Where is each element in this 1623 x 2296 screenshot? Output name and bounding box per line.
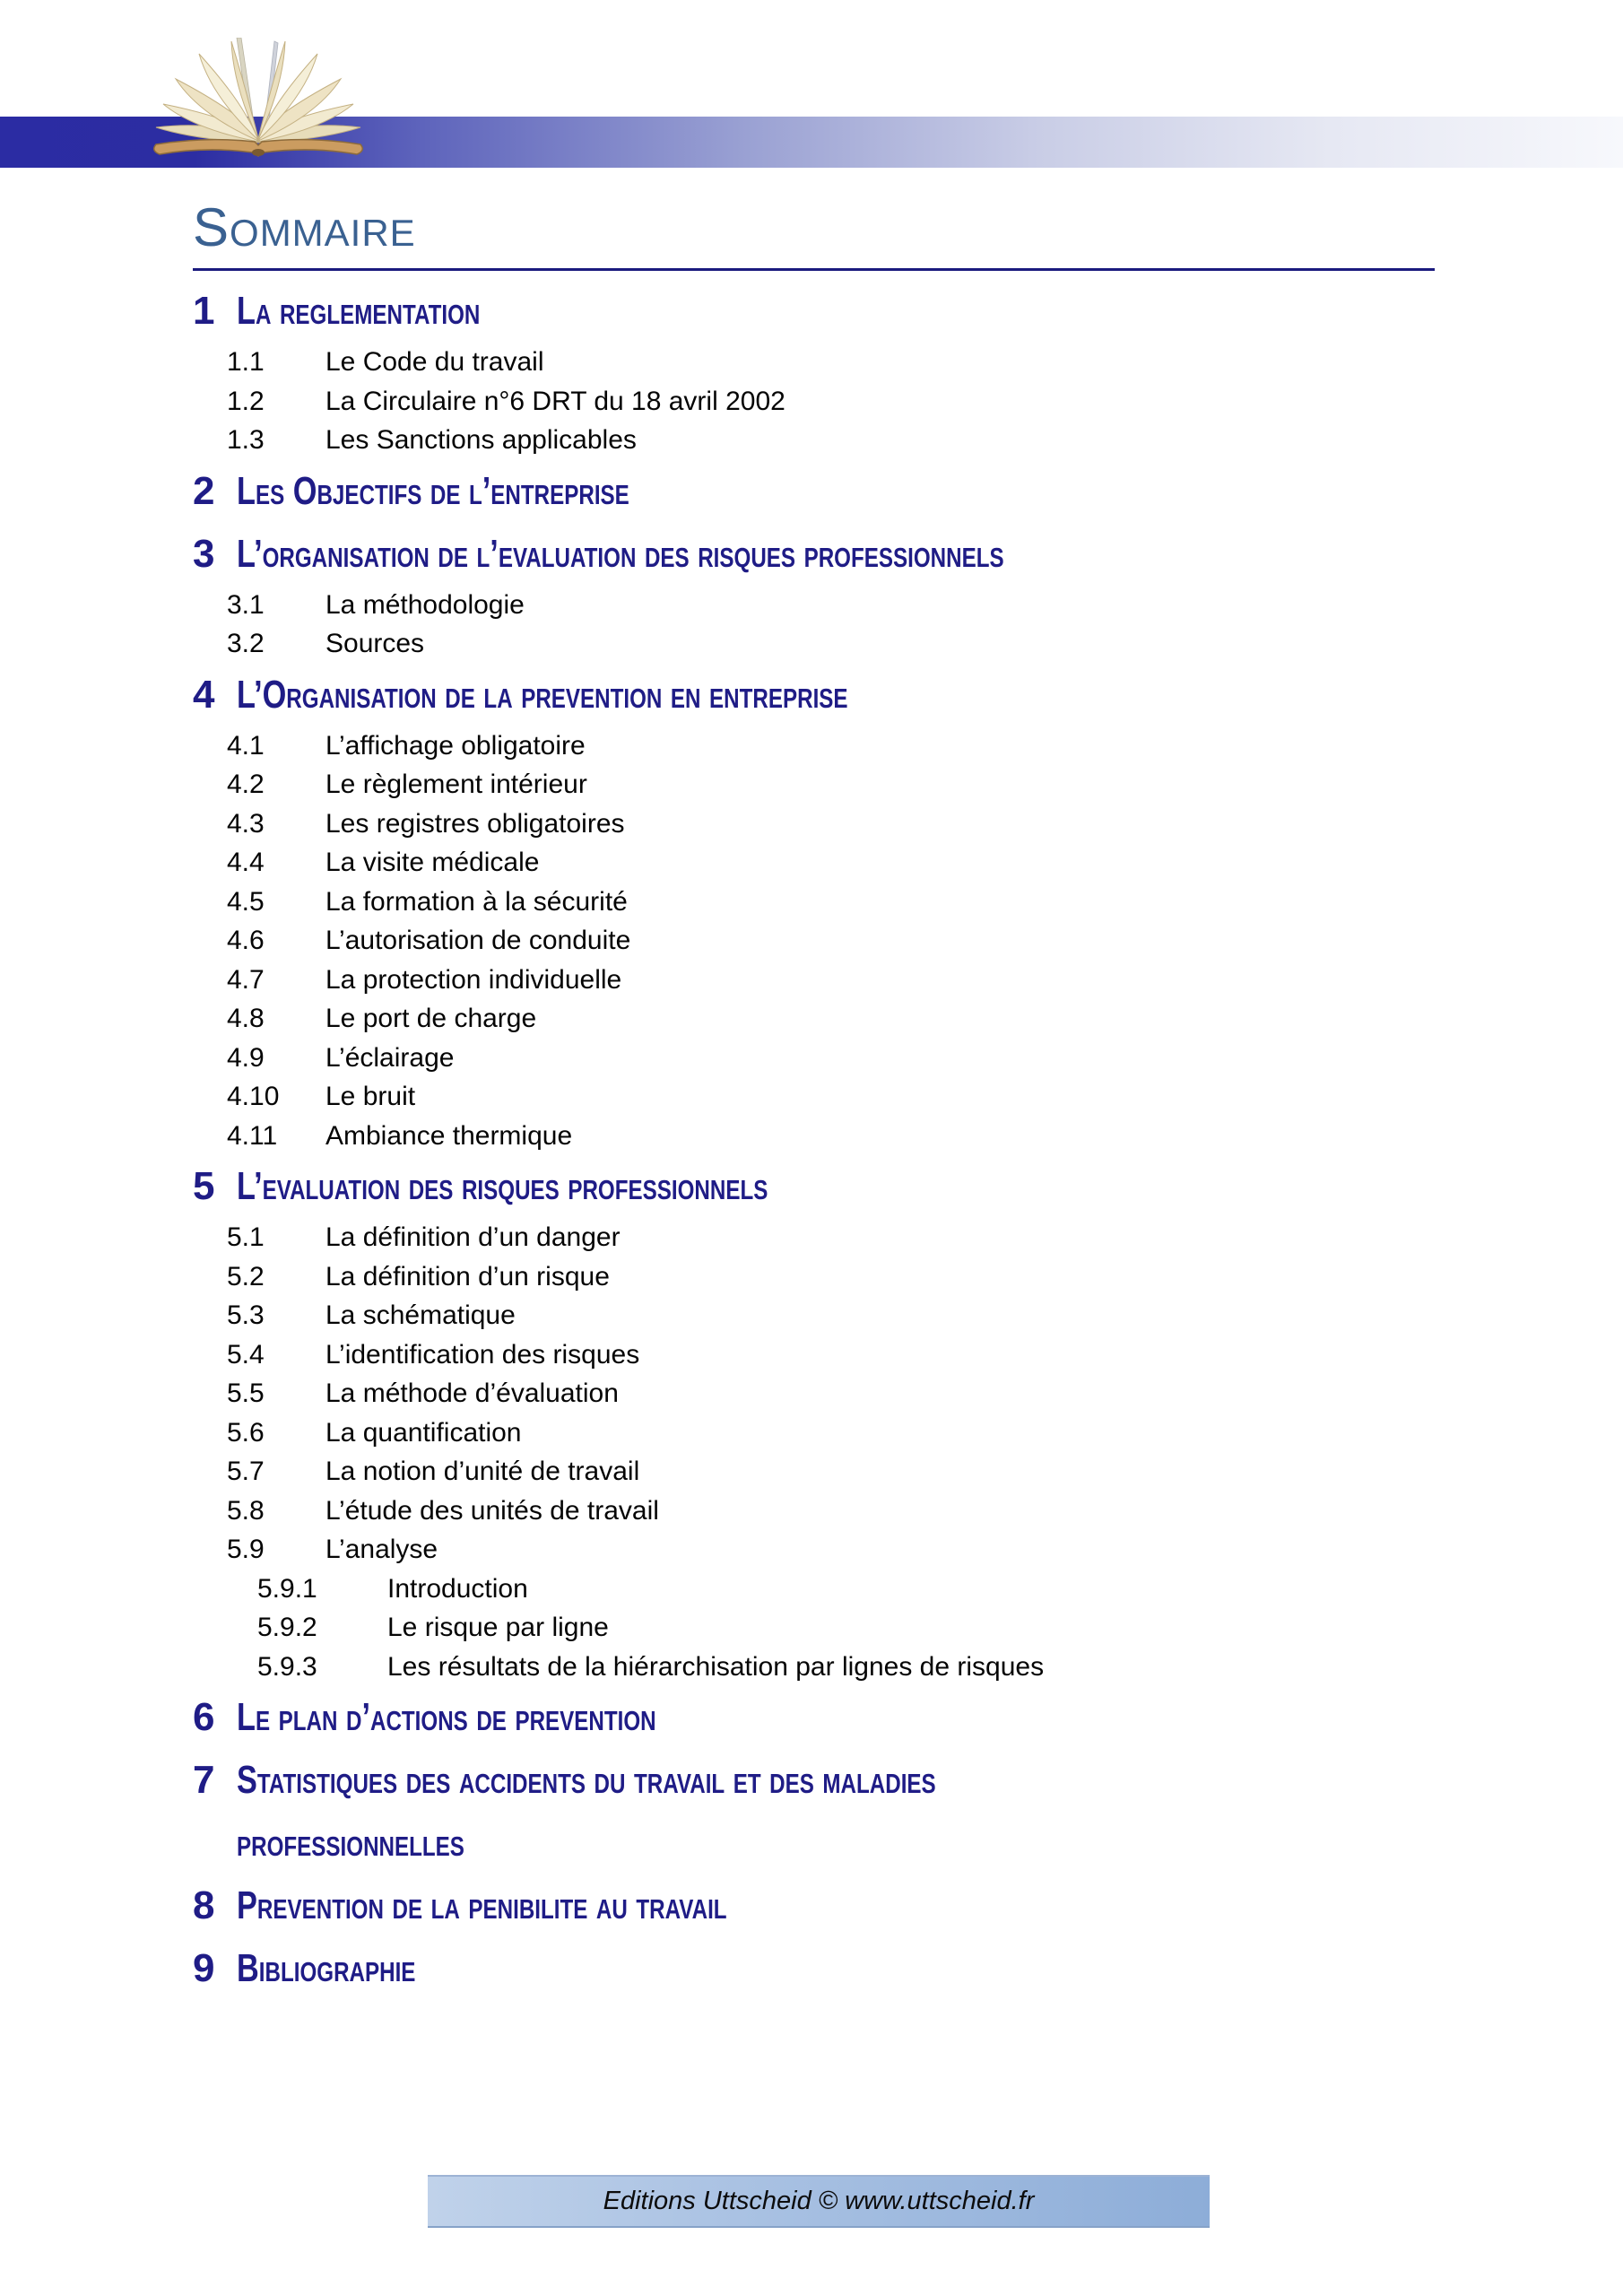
title-divider <box>193 268 1435 271</box>
toc-section-label: Bibliographie <box>237 1946 416 1990</box>
toc-entry <box>193 624 1435 664</box>
toc-entry-number: 1.2 <box>227 386 265 416</box>
toc-entry <box>193 1530 1435 1570</box>
toc-entry-number: 5.5 <box>227 1378 265 1408</box>
toc-entry <box>193 382 1435 422</box>
toc-entry-label: Les résultats de la hiérarchisation par lignes de risques <box>387 1651 1045 1682</box>
toc-entry-number: 4.7 <box>227 964 265 995</box>
toc-entry-number: 5.7 <box>227 1457 265 1486</box>
toc-subsection-list <box>193 1218 1435 1686</box>
toc-section-label: La reglementation <box>237 289 481 333</box>
toc-entry-label: Le bruit <box>325 1082 416 1111</box>
toc-subsection-list <box>193 343 1435 460</box>
toc-entry <box>193 1413 1435 1453</box>
toc-entry <box>193 343 1435 382</box>
toc-entry-number: 1.3 <box>227 425 265 455</box>
toc-entry-number: 4.4 <box>227 848 265 877</box>
toc-entry-label: Le port de charge <box>325 1004 537 1033</box>
toc-entry <box>193 999 1435 1039</box>
toc-section <box>193 1937 1435 2000</box>
toc-section-heading <box>193 523 1435 586</box>
toc-entry-number: 1.1 <box>227 347 265 377</box>
toc-entry <box>193 1077 1435 1117</box>
toc-entry <box>193 921 1435 961</box>
toc-entry <box>193 1608 1435 1648</box>
toc-section <box>193 1749 1435 1874</box>
toc-section-heading <box>193 1155 1435 1218</box>
toc-entry-number: 4.2 <box>227 770 265 799</box>
toc-entry-label: La formation à la sécurité <box>325 886 628 917</box>
toc-entry-label: La méthodologie <box>325 589 525 620</box>
toc-subsection-list <box>193 586 1435 664</box>
toc-entry <box>193 1117 1435 1156</box>
toc-entry <box>193 421 1435 460</box>
open-book-icon <box>143 38 373 163</box>
toc-entry <box>193 1648 1435 1687</box>
toc-entry-label: L’étude des unités de travail <box>325 1495 659 1526</box>
toc-entry-number: 4.8 <box>227 1004 265 1033</box>
toc-section <box>193 280 1435 460</box>
toc-section-label: Prevention de la penibilite au travail <box>237 1883 727 1927</box>
toc-section-number: 4 <box>193 672 215 717</box>
toc-entry <box>193 1492 1435 1531</box>
toc-section-label: L’Organisation de la prevention en entreprise <box>237 672 848 717</box>
toc-entry-label: Sources <box>325 629 425 658</box>
toc-section-label: Le plan d’actions de prevention <box>237 1695 656 1739</box>
toc-entry-label: L’autorisation de conduite <box>325 926 631 955</box>
toc-entry-number: 5.4 <box>227 1339 265 1370</box>
toc-section-heading <box>193 460 1435 523</box>
toc-section-number: 7 <box>193 1758 215 1802</box>
toc-entry-label: La définition d’un risque <box>325 1261 610 1292</box>
toc-entry-label: La schématique <box>325 1300 516 1330</box>
toc-entry-label: La visite médicale <box>325 848 540 877</box>
toc-section-heading <box>193 1686 1435 1749</box>
toc-section-number: 6 <box>193 1695 215 1739</box>
toc-entry <box>193 1374 1435 1413</box>
toc-entry <box>193 1257 1435 1297</box>
toc-entry <box>193 586 1435 625</box>
toc-entry-number: 3.1 <box>227 589 265 620</box>
toc-section-label: L’evaluation des risques professionnels <box>237 1164 768 1208</box>
toc-section-heading <box>193 1937 1435 2000</box>
toc-section <box>193 523 1435 664</box>
toc-subsection-list <box>193 726 1435 1156</box>
toc-entry-number: 4.1 <box>227 730 265 761</box>
toc-entry-number: 4.10 <box>227 1082 280 1111</box>
toc-section-heading <box>193 664 1435 726</box>
toc-entry-number: 4.6 <box>227 926 265 955</box>
toc-entry <box>193 1039 1435 1078</box>
toc-entry-label: La méthode d’évaluation <box>325 1378 619 1408</box>
toc-entry-number: 4.5 <box>227 886 265 917</box>
toc-entry <box>193 726 1435 766</box>
toc-section <box>193 664 1435 1156</box>
toc-entry-label: Le risque par ligne <box>387 1613 609 1642</box>
toc-entry-label: La notion d’unité de travail <box>325 1457 640 1486</box>
toc-entry-number: 4.9 <box>227 1042 265 1073</box>
toc-entry <box>193 1452 1435 1492</box>
toc-section-label: Les Objectifs de l’entreprise <box>237 468 629 513</box>
toc-entry <box>193 1335 1435 1375</box>
toc-entry-label: L’éclairage <box>325 1042 455 1073</box>
toc-section-number: 2 <box>193 468 215 513</box>
toc-entry-label: La définition d’un danger <box>325 1222 621 1252</box>
toc-entry-number: 5.6 <box>227 1417 265 1448</box>
document-content <box>193 197 1435 2000</box>
toc-entry <box>193 1570 1435 1609</box>
toc-entry <box>193 883 1435 922</box>
toc-entry <box>193 804 1435 844</box>
toc-section-number: 1 <box>193 289 215 333</box>
toc-entry-label: L’affichage obligatoire <box>325 730 586 761</box>
toc-entry-label: La protection individuelle <box>325 964 622 995</box>
toc-entry-label: L’identification des risques <box>325 1339 640 1370</box>
toc-section-number: 9 <box>193 1946 215 1990</box>
toc-entry-label: Le Code du travail <box>325 347 544 377</box>
toc-section-label: L’organisation de l’evaluation des risques professionnels <box>237 531 1004 576</box>
toc-entry <box>193 1296 1435 1335</box>
book-spine <box>252 149 265 156</box>
toc-entry-number: 5.9.2 <box>257 1613 317 1642</box>
toc-entry-number: 5.3 <box>227 1300 265 1330</box>
page-title: Sommaire <box>193 197 416 257</box>
toc-entry-label: La Circulaire n°6 DRT du 18 avril 2002 <box>325 386 785 416</box>
toc-entry-label: Ambiance thermique <box>325 1120 573 1151</box>
toc-entry <box>193 961 1435 1000</box>
toc-section-heading <box>193 280 1435 343</box>
toc-section <box>193 1686 1435 1749</box>
toc-section-number: 5 <box>193 1164 215 1208</box>
toc-entry-label: Le règlement intérieur <box>325 770 587 799</box>
toc-section-number: 3 <box>193 531 215 576</box>
toc-section <box>193 1874 1435 1937</box>
toc-entry <box>193 843 1435 883</box>
toc-section-label: Statistiques des accidents du travail et des maladies professionnelles <box>237 1758 936 1865</box>
toc-entry-number: 5.8 <box>227 1495 265 1526</box>
toc-section-number: 8 <box>193 1883 215 1927</box>
toc-entry-label: Les Sanctions applicables <box>325 425 637 455</box>
footer <box>428 2175 1210 2228</box>
toc-entry <box>193 765 1435 804</box>
toc-section <box>193 1155 1435 1686</box>
toc-entry-number: 3.2 <box>227 629 265 658</box>
toc-entry-number: 5.9 <box>227 1535 265 1564</box>
toc-entry-number: 4.3 <box>227 808 265 839</box>
toc-entry <box>193 1218 1435 1257</box>
toc-entry-label: L’analyse <box>325 1535 438 1564</box>
toc-entry-number: 5.2 <box>227 1261 265 1292</box>
toc-entry-number: 4.11 <box>227 1120 278 1151</box>
toc-section <box>193 460 1435 523</box>
toc-entry-number: 5.9.1 <box>257 1573 317 1604</box>
toc-section-heading <box>193 1749 1435 1874</box>
toc-entry-number: 5.1 <box>227 1222 265 1252</box>
toc-entry-label: Les registres obligatoires <box>325 808 625 839</box>
toc-entry-label: Introduction <box>387 1573 528 1604</box>
toc-entry-number: 5.9.3 <box>257 1651 317 1682</box>
toc <box>193 280 1435 2000</box>
toc-section-heading <box>193 1874 1435 1937</box>
footer-text: Editions Uttscheid © www.uttscheid.fr <box>603 2187 1035 2215</box>
toc-entry-label: La quantification <box>325 1417 522 1448</box>
